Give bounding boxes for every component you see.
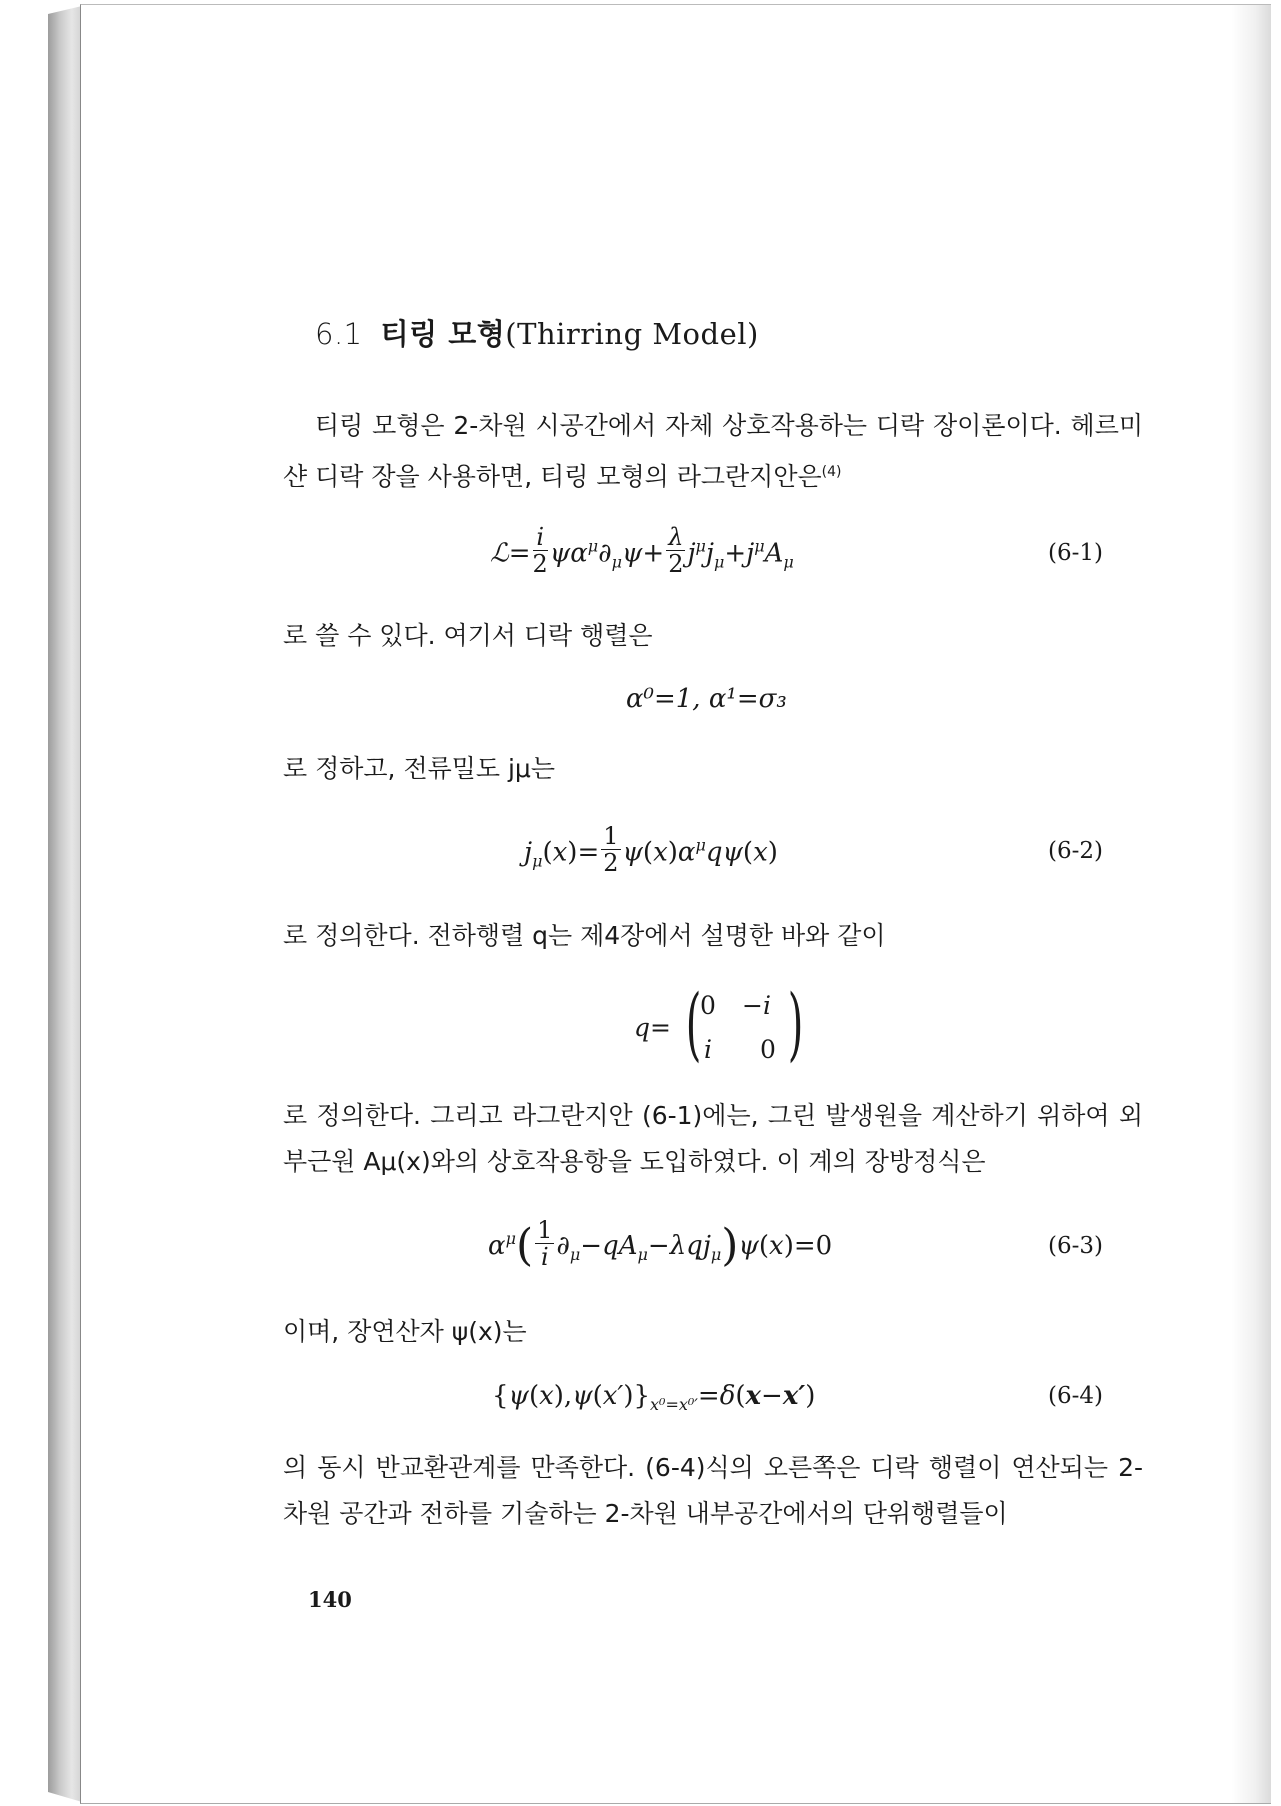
matrix-cell-b: −i [742, 991, 771, 1020]
matrix-left-paren: ( [685, 977, 702, 1070]
paragraph-intro-text: 티링 모형은 2-차원 시공간에서 자체 상호작용하는 디락 장이론이다. 헤르미샨 디락 장을 사용하면, 티링 모형의 라그란지안은 [283, 411, 1143, 491]
section-title-english: (Thirring Model) [505, 317, 759, 351]
section-title-korean: 티링 모형 [380, 317, 506, 351]
equation-lagrangian: ℒ= $\frac{i}{2}$ $\psi\alpha^\mu\partial_\mu\psi+$ $\frac{\lambda}{2}$ $j^\mu j_\mu+j^\mu A_\mu$ [490, 523, 794, 578]
paragraph-charge-matrix: 로 정의한다. 전하행렬 q는 제4장에서 설명한 바와 같이 [283, 921, 886, 950]
section-number: 6.1 [315, 317, 363, 351]
page-gutter-shadow [1231, 5, 1271, 1803]
equation-number-6-2: (6-2) [1048, 838, 1103, 864]
paragraph-dirac-matrices: 로 쓸 수 있다. 여기서 디락 행렬은 [283, 621, 653, 650]
reference-marker: (4) [821, 464, 842, 480]
equation-anticommutator: $\{\psi(x),\psi(x')\}_{x^0=x^0'}=\delta(x-x')$ [492, 1381, 816, 1414]
equation-field: $\alpha^\mu$( $\frac{1}{i}$ $\partial_\mu-qA_\mu-\lambda qj_\mu)\psi(x)=0$ [488, 1215, 833, 1271]
paragraph-current-density: 로 정하고, 전류밀도 jμ는 [283, 754, 555, 783]
equation-number-6-1: (6-1) [1048, 540, 1103, 566]
book-spine-edge [48, 6, 82, 1802]
equation-current: $j_\mu(x)=$ $\frac{1}{2}$ $\psi(x)\alpha^\mu q\psi(x)$ [524, 822, 778, 877]
matrix-right-paren: ) [787, 977, 804, 1070]
paragraph-external-source: 로 정의한다. 그리고 라그란지안 (6-1)에는, 그린 발생원을 계산하기 위하여 외부근원 Aμ(x)와의 상호작용항을 도입하였다. 이 계의 장방정식은 [283, 1101, 1143, 1176]
paragraph-field-operator: 이며, 장연산자 ψ(x)는 [283, 1317, 527, 1346]
equation-number-6-3: (6-3) [1048, 1233, 1103, 1259]
matrix-symbol: q= [634, 1013, 671, 1042]
matrix-cell-a: 0 [700, 991, 716, 1020]
matrix-cell-c: i [704, 1035, 712, 1064]
page-number: 140 [308, 1587, 352, 1612]
matrix-cell-d: 0 [760, 1035, 776, 1064]
section-heading [315, 312, 759, 353]
equation-number-6-4: (6-4) [1048, 1383, 1103, 1409]
paragraph-anticommutation: 의 동시 반교환관계를 만족한다. (6-4)식의 오른쪽은 디락 행렬이 연산되는 2-차원 공간과 전하를 기술하는 2-차원 내부공간에서의 단위행렬들이 [283, 1453, 1143, 1528]
paragraph-intro [283, 403, 1143, 500]
equation-alpha-definition: α⁰=1, α¹=σ₃ [626, 684, 787, 714]
